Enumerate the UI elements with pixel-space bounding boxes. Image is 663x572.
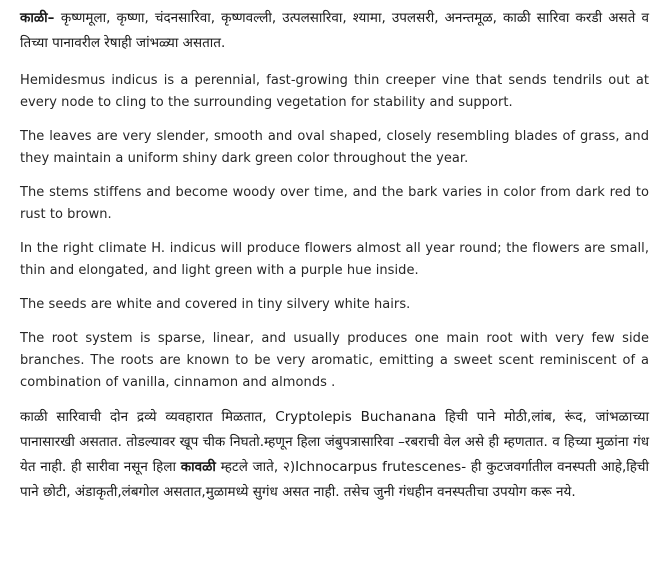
closing-text-1: काळी सारिवाची दोन द्रव्ये व्यवहारात मिळतात, Cryptolepis Buchanana हिची पाने मोठी,लांब, रूंद, जांभळाच्या पानासारखी असतात. तोडल्यावर खूप चीक निघतो.म्हणून हिला जंबुपत्रासारिवा –रबराची वेल असे ही म्हणतात. व हिच्या मुळांना गंध येत नाही. ही सारीवा नसून हिला — [20, 409, 649, 475]
paragraph-roots: The root system is sparse, linear, and usually produces one main root with very few side branches. The roots are known to be very aromatic, emitting a sweet scent reminiscent of a combination of vanilla, cinnamon and almonds . — [20, 331, 649, 390]
paragraph-habit: Hemidesmus indicus is a perennial, fast-growing thin creeper vine that sends tendrils out at every node to cling to the surrounding vegetation for stability and support. — [20, 73, 649, 110]
closing-bold-term: कावळी — [180, 459, 216, 475]
paragraph-stems: The stems stiffens and become woody over time, and the bark varies in color from dark red to rust to brown. — [20, 185, 649, 222]
closing-paragraph — [20, 405, 649, 505]
intro-text: कृष्णमूला, कृष्णा, चंदनसारिवा, कृष्णवल्ली, उत्पलसारिवा, श्यामा, उपलसरी, अनन्तमूळ, काळी सारिवा करडी असते व तिच्या पानावरील रेषाही जांभळ्या असतात. — [20, 10, 649, 51]
intro-paragraph — [20, 6, 649, 56]
closing-text-2: म्हटले जाते, २)Ichnocarpus frutescenes- ही कुटजवर्गातील वनस्पती आहे,हिची पाने छोटी, अंडाकृती,लंबगोल असतात,मुळामध्ये सुगंध असत नाही. तसेच जुनी गंधहीन वनस्पतीचा उपयोग करू नये. — [20, 459, 650, 500]
paragraph-flowers: In the right climate H. indicus will produce flowers almost all year round; the flowers are small, thin and elongated, and light green with a purple hue inside. — [20, 241, 649, 278]
intro-lead: काळी– — [20, 10, 61, 26]
paragraph-seeds: The seeds are white and covered in tiny silvery white hairs. — [20, 297, 411, 312]
paragraph-leaves: The leaves are very slender, smooth and oval shaped, closely resembling blades of grass, and they maintain a uniform shiny dark green color throughout the year. — [20, 129, 649, 166]
